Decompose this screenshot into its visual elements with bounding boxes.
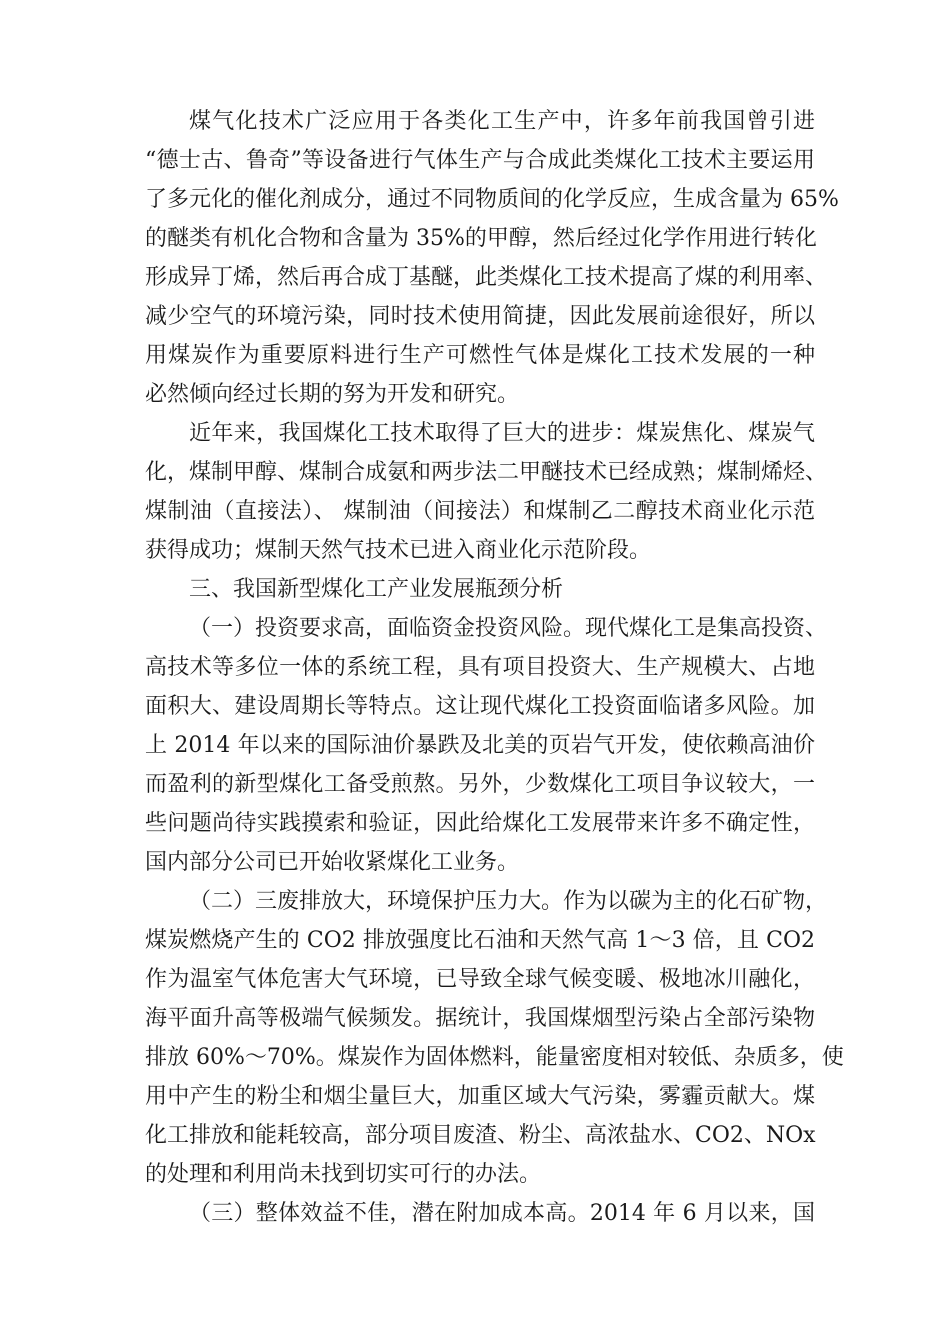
paragraph-line: 减少空气的环境污染，同时技术使用简捷，因此发展前途很好，所以 — [145, 304, 815, 329]
paragraph-line: （一）投资要求高，面临资金投资风险。现代煤化工是集高投资、 — [189, 616, 828, 641]
paragraph-line: （三）整体效益不佳，潜在附加成本高。2014 年 6 月以来，国 — [189, 1201, 815, 1226]
section-heading: 三、我国新型煤化工产业发展瓶颈分析 — [189, 577, 564, 602]
paragraph-line: 煤制油（直接法）、 煤制油（间接法）和煤制乙二醇技术商业化示范 — [145, 499, 815, 524]
paragraph-line: “德士古、鲁奇”等设备进行气体生产与合成此类煤化工技术主要运用 — [145, 148, 815, 173]
document-body — [145, 102, 844, 1233]
paragraph-line: 了多元化的催化剂成分，通过不同物质间的化学反应，生成含量为 65% — [145, 187, 839, 212]
paragraph-line: 化工排放和能耗较高，部分项目废渣、粉尘、高浓盐水、CO2、NOx — [145, 1123, 816, 1148]
paragraph-line: 高技术等多位一体的系统工程，具有项目投资大、生产规模大、占地 — [145, 655, 815, 680]
paragraph-line: 煤气化技术广泛应用于各类化工生产中，许多年前我国曾引进 — [189, 109, 815, 134]
paragraph-line: 而盈利的新型煤化工备受煎熬。另外，少数煤化工项目争议较大，一 — [145, 772, 815, 797]
paragraph-line: 用煤炭作为重要原料进行生产可燃性气体是煤化工技术发展的一种 — [145, 343, 815, 368]
paragraph-line: 的醚类有机化合物和含量为 35%的甲醇，然后经过化学作用进行转化 — [145, 226, 817, 251]
paragraph-line: 形成异丁烯，然后再合成丁基醚，此类煤化工技术提高了煤的利用率、 — [145, 265, 828, 290]
paragraph-line: 国内部分公司已开始收紧煤化工业务。 — [145, 850, 520, 875]
paragraph-line: 些问题尚待实践摸索和验证，因此给煤化工发展带来许多不确定性， — [145, 811, 815, 836]
paragraph-line: 排放 60%～70%。煤炭作为固体燃料，能量密度相对较低、杂质多，使 — [145, 1045, 844, 1070]
paragraph-line: 获得成功；煤制天然气技术已进入商业化示范阶段。 — [145, 538, 652, 563]
paragraph-line: 作为温室气体危害大气环境，已导致全球气候变暖、极地冰川融化， — [145, 967, 815, 992]
paragraph-line: 近年来，我国煤化工技术取得了巨大的进步：煤炭焦化、煤炭气 — [189, 421, 815, 446]
paragraph-line: 的处理和利用尚未找到切实可行的办法。 — [145, 1162, 542, 1187]
paragraph-line: 煤炭燃烧产生的 CO2 排放强度比石油和天然气高 1～3 倍，且 CO2 — [145, 928, 815, 953]
paragraph-line: 用中产生的粉尘和烟尘量巨大，加重区域大气污染，雾霾贡献大。煤 — [145, 1084, 815, 1109]
paragraph-line: 必然倾向经过长期的努为开发和研究。 — [145, 382, 520, 407]
paragraph-line: （二）三废排放大，环境保护压力大。作为以碳为主的化石矿物， — [189, 889, 828, 914]
paragraph-line: 海平面升高等极端气候频发。据统计，我国煤烟型污染占全部污染物 — [145, 1006, 815, 1031]
paragraph-line: 上 2014 年以来的国际油价暴跌及北美的页岩气开发，使依赖高油价 — [145, 733, 815, 758]
paragraph-line: 化，煤制甲醇、煤制合成氨和两步法二甲醚技术已经成熟；煤制烯烃、 — [145, 460, 828, 485]
paragraph-line: 面积大、建设周期长等特点。这让现代煤化工投资面临诸多风险。加 — [145, 694, 815, 719]
